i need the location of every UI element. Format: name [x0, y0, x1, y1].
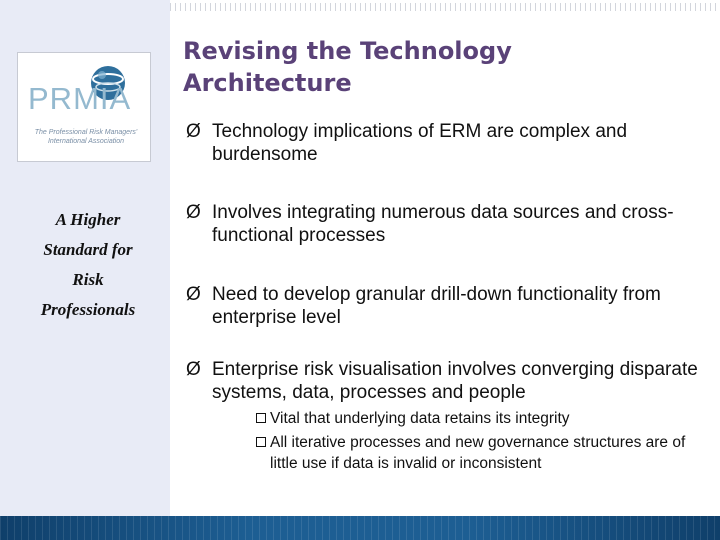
tagline-line: A Higher: [55, 210, 121, 229]
sub-bullet-item: [256, 408, 706, 429]
checkbox-bullet-icon: [256, 413, 266, 423]
bullet-text: Technology implications of ERM are complex and burdensome: [212, 121, 628, 165]
logo-tagline: The Professional Risk Managers' International Association: [34, 129, 138, 145]
arrow-bullet-icon: Ø: [186, 202, 201, 223]
bullet-item: [186, 201, 711, 247]
bullet-text: Need to develop granular drill-down functionality from enterprise level: [212, 284, 661, 328]
bottom-bar: [0, 516, 720, 540]
slide-title: Revising the Technology Architecture: [183, 37, 512, 97]
arrow-bullet-icon: Ø: [186, 284, 201, 305]
arrow-bullet-icon: Ø: [186, 121, 201, 142]
tagline-line: Risk: [72, 270, 104, 289]
tagline-line: Professionals: [40, 300, 136, 319]
sidebar-tagline: [18, 205, 158, 325]
bullet-item: [186, 358, 711, 404]
tagline-line: Standard for: [43, 240, 133, 259]
bullet-item: [186, 283, 711, 329]
decorative-top-strip: [170, 0, 720, 14]
logo-wordmark: PRMIA: [28, 81, 132, 116]
arrow-bullet-icon: Ø: [186, 359, 201, 380]
checkbox-bullet-icon: [256, 437, 266, 447]
sub-bullet-item: [256, 432, 706, 474]
bullet-text: Enterprise risk visualisation involves converging disparate systems, data, processes and people: [212, 359, 698, 403]
sub-bullet-text: All iterative processes and new governance structures are of little use if data is invalid or inconsistent: [270, 434, 686, 472]
bullet-item: [186, 120, 711, 166]
sub-bullet-text: Vital that underlying data retains its integrity: [270, 410, 570, 427]
prmia-logo: [17, 52, 151, 162]
bullet-text: Involves integrating numerous data sources and cross-functional processes: [212, 202, 674, 246]
